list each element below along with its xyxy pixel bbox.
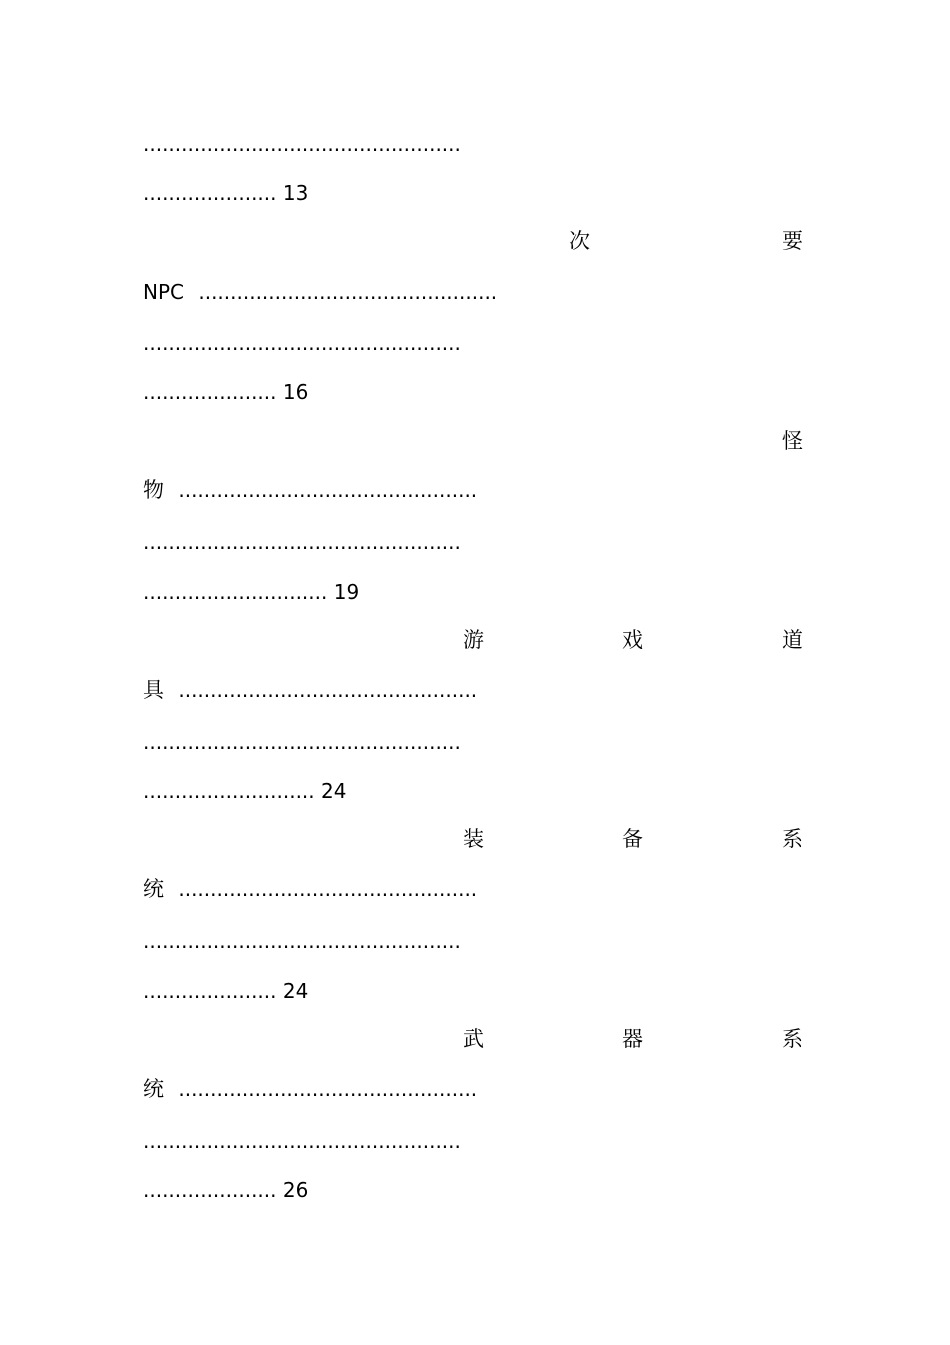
toc-title-char: 系: [782, 1027, 803, 1051]
dot-leader: ..................................................: [143, 730, 461, 754]
toc-title-char: 戏: [622, 628, 643, 652]
toc-page-line: [143, 779, 346, 803]
toc-leader-line: [143, 730, 461, 754]
toc-title-char: 游: [463, 628, 484, 652]
dot-leader: ...............................................: [198, 280, 498, 304]
page-number: 24: [321, 779, 347, 803]
toc-leader-line: [143, 132, 461, 156]
toc-title-char: 器: [622, 1027, 643, 1051]
dot-leader: ..................................................: [143, 929, 461, 953]
toc-title-char: 备: [622, 827, 643, 851]
page-number: 13: [282, 181, 309, 205]
toc-title-tail: 物: [143, 478, 164, 502]
dot-leader: ...............................................: [178, 1077, 478, 1101]
dot-leader: ...............................................: [178, 478, 478, 502]
toc-title-char: 装: [463, 827, 484, 851]
toc-page-line: [143, 1178, 308, 1202]
toc-title-line: [143, 280, 497, 304]
dot-leader: ..................................................: [143, 530, 461, 554]
toc-title-tail: 具: [143, 678, 164, 702]
toc-leader-line: [143, 530, 461, 554]
toc-title-char: 武: [463, 1027, 484, 1051]
toc-title-tail: NPC: [143, 280, 184, 304]
toc-title-char: 要: [782, 229, 803, 253]
dot-leader: ...........................: [143, 779, 315, 803]
dot-leader: .............................: [143, 580, 328, 604]
toc-page-line: [143, 979, 308, 1003]
toc-page-line: [143, 181, 308, 205]
dot-leader: ..................................................: [143, 1129, 461, 1153]
dot-leader: ..................................................: [143, 331, 461, 355]
toc-page-line: [143, 380, 308, 404]
toc-leader-line: [143, 1129, 461, 1153]
page-number: 24: [282, 979, 309, 1003]
toc-title-line: [143, 1077, 477, 1101]
toc-leader-line: [143, 929, 461, 953]
toc-title-char: 道: [782, 628, 803, 652]
toc-title-line: [143, 478, 477, 502]
toc-title-line: [143, 877, 477, 901]
toc-page-line: [143, 580, 359, 604]
dot-leader: ...............................................: [178, 678, 478, 702]
toc-title-char: 次: [569, 229, 590, 253]
toc-title-tail: 统: [143, 1077, 164, 1101]
toc-title-tail: 统: [143, 877, 164, 901]
toc-leader-line: [143, 331, 461, 355]
dot-leader: .....................: [143, 979, 277, 1003]
dot-leader: .....................: [143, 380, 277, 404]
dot-leader: .....................: [143, 181, 277, 205]
page-number: 19: [333, 580, 360, 604]
toc-title-char: 系: [782, 827, 803, 851]
page-number: 16: [282, 380, 309, 404]
toc-title-char: 怪: [782, 429, 803, 453]
dot-leader: .....................: [143, 1178, 277, 1202]
toc-title-line: [143, 678, 477, 702]
page-number: 26: [282, 1178, 309, 1202]
dot-leader: ..................................................: [143, 132, 461, 156]
dot-leader: ...............................................: [178, 877, 478, 901]
